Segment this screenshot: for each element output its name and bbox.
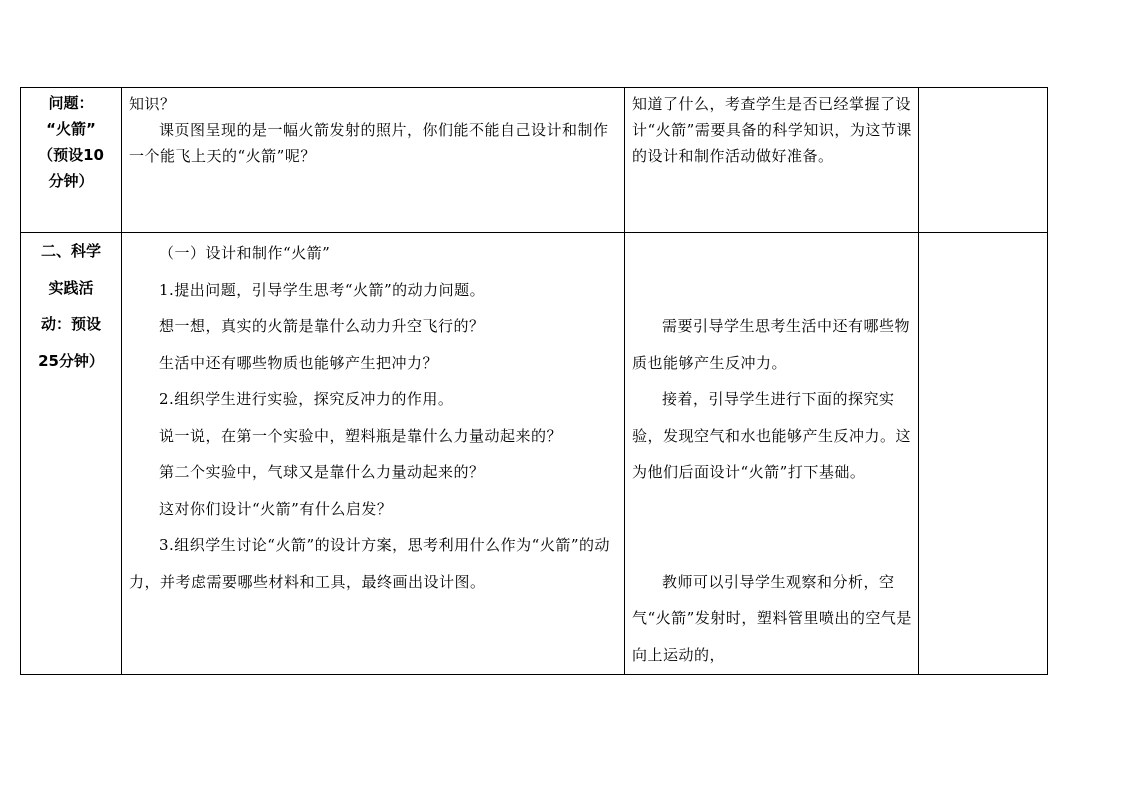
stage-label-line: 问题：: [48, 94, 94, 112]
content-paragraph: 第二个实验中，气球又是靠什么力量动起来的？: [159, 463, 485, 481]
stage-label-line: 实践活: [48, 278, 94, 297]
design-intent-paragraph: 知道了什么，考查学生是否已经掌握了设计“火箭”需要具备的科学知识，为这节课的设计和制作活动做好准备。: [632, 95, 912, 165]
content-paragraph: 这对你们设计“火箭”有什么启发？: [159, 499, 393, 518]
content-paragraph: 课页图呈现的是一幅火箭发射的照片，你们能不能自己设计和制作一个能飞上天的“火箭”呢？: [129, 121, 609, 165]
teaching-content-cell: [122, 233, 625, 675]
table-row: [21, 233, 1048, 675]
content-paragraph: 1.提出问题，引导学生思考“火箭”的动力问题。: [159, 280, 486, 299]
remarks-text: [919, 88, 1047, 91]
stage-label-line: 二、科学: [40, 242, 101, 260]
design-intent-cell: [625, 88, 919, 233]
design-intent-paragraph: 需要引导学生思考生活中还有哪些物质也能够产生反冲力。: [632, 317, 911, 372]
design-intent-cell: [625, 233, 919, 675]
stage-label-line: “火箭”: [46, 120, 96, 138]
stage-label: [21, 88, 121, 194]
content-paragraph: 知识？: [129, 95, 176, 113]
remarks-text: [919, 233, 1047, 235]
table-row: [21, 88, 1048, 233]
section-heading: （一）设计和制作“火箭”: [159, 244, 331, 262]
stage-label-line: 分钟）: [48, 172, 94, 190]
content-paragraph: 生活中还有哪些物质也能够产生把冲力？: [159, 353, 439, 372]
stage-label-cell: [21, 233, 122, 675]
content-paragraph: 说一说，在第一个实验中，塑料瓶是靠什么力量动起来的？: [159, 426, 563, 445]
design-intent-paragraph: 接着，引导学生进行下面的探究实验，发现空气和水也能够产生反冲力。这为他们后面设计“火箭”打下基础。: [632, 390, 912, 481]
content-paragraph: 3.组织学生讨论“火箭”的设计方案，思考利用什么作为“火箭”的动力，并考虑需要哪些材料和工具，最终画出设计图。: [129, 536, 610, 591]
content-paragraph: 2.组织学生进行实验，探究反冲力的作用。: [159, 390, 454, 408]
stage-label-line: 25分钟）: [38, 351, 104, 370]
stage-label-line: （预设10: [38, 146, 104, 164]
teaching-content-cell: [122, 88, 625, 233]
stage-label: [21, 233, 121, 379]
stage-label-cell: [21, 88, 122, 233]
remarks-cell: [919, 88, 1048, 233]
stage-label-line: 动：预设: [40, 315, 101, 333]
remarks-cell: [919, 233, 1048, 675]
content-paragraph: 想一想，真实的火箭是靠什么动力升空飞行的？: [159, 317, 485, 335]
design-intent-paragraph: 教师可以引导学生观察和分析，空气“火箭”发射时，塑料管里喷出的空气是向上运动的，: [632, 572, 912, 664]
lesson-plan-table: [20, 87, 1048, 675]
